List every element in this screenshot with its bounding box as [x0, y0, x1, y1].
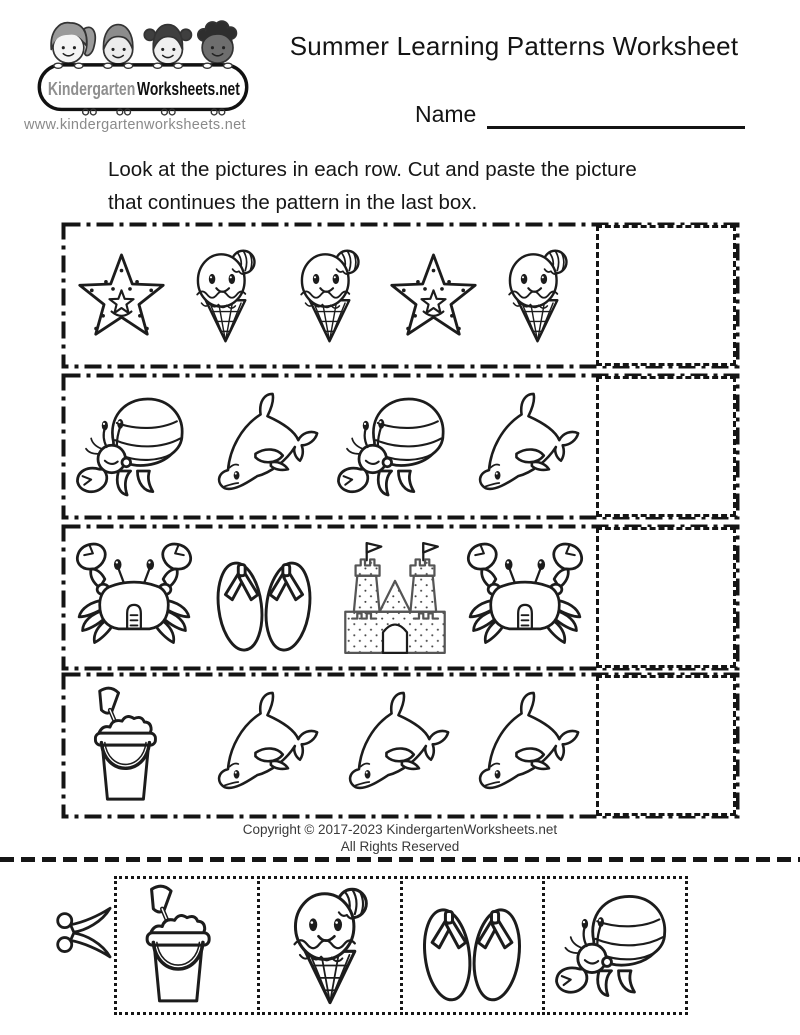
- bucket-icon: [74, 682, 194, 810]
- dolphin-icon: [335, 682, 455, 810]
- answer-box-3: [596, 527, 736, 668]
- hermit-crab-icon: [542, 876, 688, 1015]
- ice-cream-icon: [257, 876, 403, 1015]
- cutout-strip: [114, 876, 688, 1015]
- row-1-icons: [69, 227, 590, 364]
- dolphin-icon: [465, 682, 585, 810]
- logo-text-gray: Kindergarten: [47, 77, 136, 99]
- copyright: [0, 821, 800, 855]
- instructions-line-2: that continues the pattern in the last box.: [108, 191, 478, 214]
- copyright-line: Copyright © 2017-2023 KindergartenWorksheets.net: [242, 822, 558, 837]
- flip-flops-icon: [400, 876, 546, 1015]
- pattern-row-3: [61, 524, 740, 671]
- crab-icon: [465, 534, 585, 662]
- bucket-icon: [114, 876, 260, 1015]
- flip-flops-icon: [204, 534, 324, 662]
- instructions: [108, 153, 728, 219]
- row-3-icons: [69, 529, 590, 666]
- kindergarten-worksheets-logo: [20, 10, 266, 118]
- pattern-row-1: [61, 222, 740, 369]
- answer-box-1: [596, 225, 736, 366]
- page-title: Summer Learning Patterns Worksheet: [289, 31, 739, 61]
- ice-cream-icon: [280, 233, 379, 359]
- starfish-icon: [72, 233, 171, 359]
- answer-box-2: [596, 376, 736, 517]
- row-4-icons: [69, 677, 590, 814]
- scissors-icon: [54, 903, 120, 963]
- hermit-crab-icon: [74, 383, 194, 511]
- logo-text-black: Worksheets.net: [137, 77, 241, 99]
- starfish-icon: [384, 233, 483, 359]
- name-write-line: [487, 126, 745, 129]
- hermit-crab-icon: [335, 383, 455, 511]
- instructions-line-1: Look at the pictures in each row. Cut and paste the picture: [108, 158, 637, 181]
- name-label: Name: [415, 101, 477, 127]
- website-url: www.kindergartenworksheets.net: [24, 117, 246, 133]
- answer-box-4: [596, 675, 736, 816]
- ice-cream-icon: [488, 233, 587, 359]
- dolphin-icon: [465, 383, 585, 511]
- rights-line: All Rights Reserved: [340, 839, 460, 854]
- pattern-row-2: [61, 373, 740, 520]
- row-2-icons: [69, 378, 590, 515]
- pattern-row-4: [61, 672, 740, 819]
- sandcastle-icon: [335, 534, 455, 662]
- cut-line-divider: [0, 857, 800, 862]
- crab-icon: [74, 534, 194, 662]
- dolphin-icon: [204, 682, 324, 810]
- dolphin-icon: [204, 383, 324, 511]
- ice-cream-icon: [176, 233, 275, 359]
